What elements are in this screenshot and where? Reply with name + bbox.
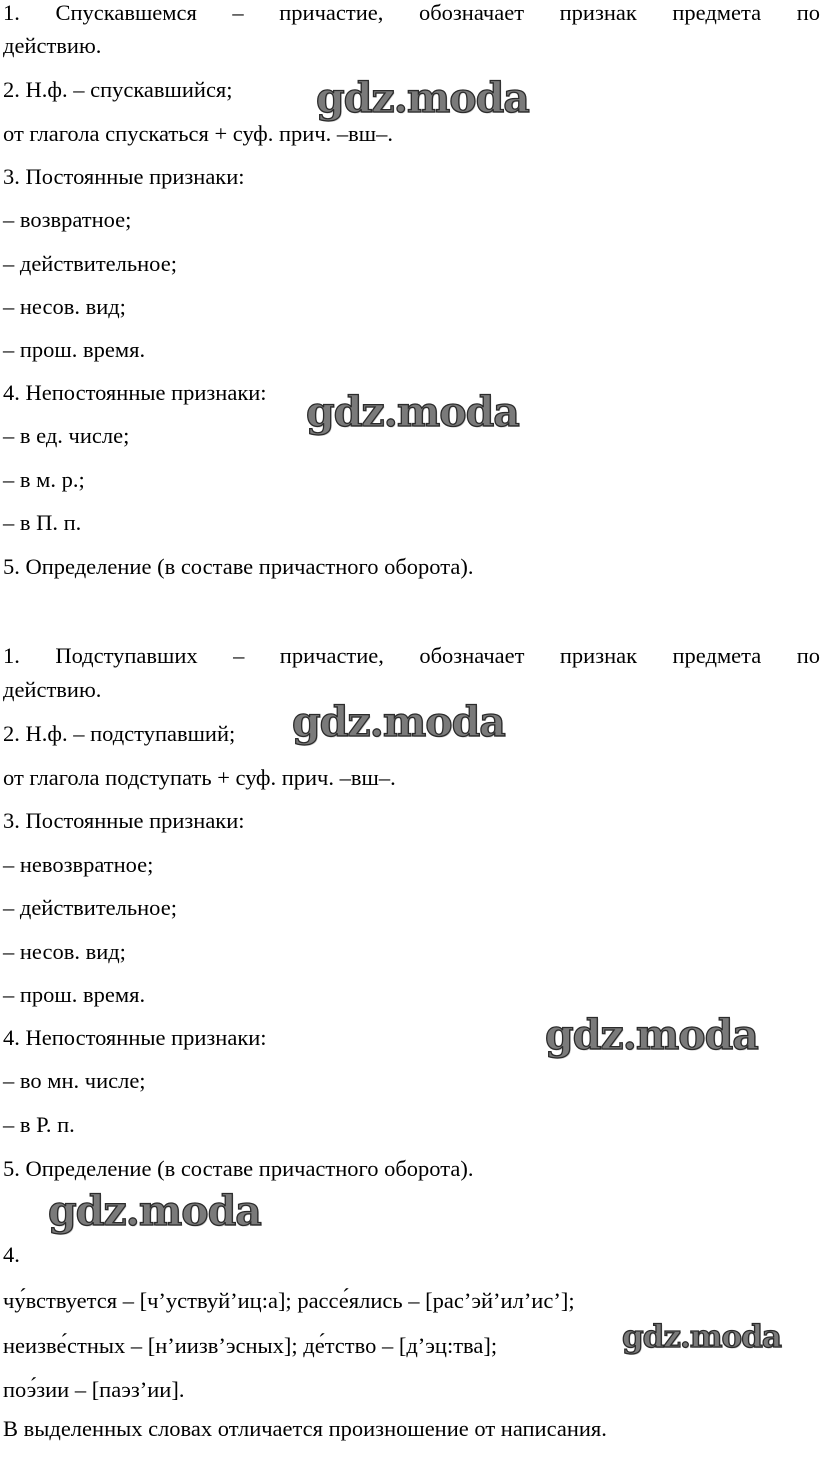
s2-feature-tense: – прош. время. [3,982,146,1007]
watermark-logo: gdz.moda [622,1319,781,1355]
watermark-logo: gdz.moda [292,698,505,746]
watermark-logo: gdz.moda [48,1187,261,1235]
s1-item2-text: 2. Н.ф. – спускавшийся; [3,77,233,102]
task4-conclusion: В выделенных словах отличается произношение от написания. [3,1416,607,1441]
s1-feature-gender: – в м. р.; [3,467,85,492]
s2-item2-origin: от глагола подступать + суф. прич. –вш–. [3,765,396,790]
s1-item3-heading: 3. Постоянные признаки: [3,164,245,189]
watermark-logo: gdz.moda [316,74,529,122]
s1-item4-heading: 4. Непостоянные признаки: [3,380,267,405]
watermark-logo: gdz.moda [306,388,519,436]
s1-feature-aspect: – несов. вид; [3,294,126,319]
s2-item3-heading: 3. Постоянные признаки: [3,808,245,833]
s1-feature-active: – действительное; [3,251,177,276]
s1-item1-text: 1. Спускавшемся – причастие, обозначает признак предмета по [3,0,820,25]
s1-item2-origin: от глагола спускаться + суф. прич. –вш–. [3,121,393,146]
s2-feature-number: – во мн. числе; [3,1068,146,1093]
s2-feature-active: – действительное; [3,895,177,920]
s2-feature-aspect: – несов. вид; [3,939,126,964]
task4-transcription-line3: поэ́зии – [паэз’ии]. [3,1377,185,1402]
task4-transcription-line2: неизве́стных – [н’иизв’эсных]; де́тство – [д’эц:тва]; [3,1333,498,1358]
s2-item5-text: 5. Определение (в составе причастного оборота). [3,1156,474,1181]
s1-item5-text: 5. Определение (в составе причастного оборота). [3,554,474,579]
s2-feature-reflexive: – невозвратное; [3,852,154,877]
s1-feature-reflexive: – возвратное; [3,207,132,232]
s2-item1-text: 1. Подступавших – причастие, обозначает признак предмета по [3,643,820,668]
s2-item4-heading: 4. Непостоянные признаки: [3,1025,267,1050]
task4-transcription-line1: чу́вствуется – [ч’уствуй’иц:а]; рассе́ялись – [рас’эй’ил’ис’]; [3,1288,575,1313]
s1-feature-tense: – прош. время. [3,337,146,362]
s1-feature-case: – в П. п. [3,510,82,535]
task4-number: 4. [3,1242,20,1267]
watermark-logo: gdz.moda [545,1011,758,1059]
s1-item1-continuation: действию. [3,33,102,58]
s2-feature-case: – в Р. п. [3,1112,75,1137]
s2-item2-text: 2. Н.ф. – подступавший; [3,721,236,746]
s1-feature-number: – в ед. числе; [3,423,130,448]
s2-item1-continuation: действию. [3,677,102,702]
